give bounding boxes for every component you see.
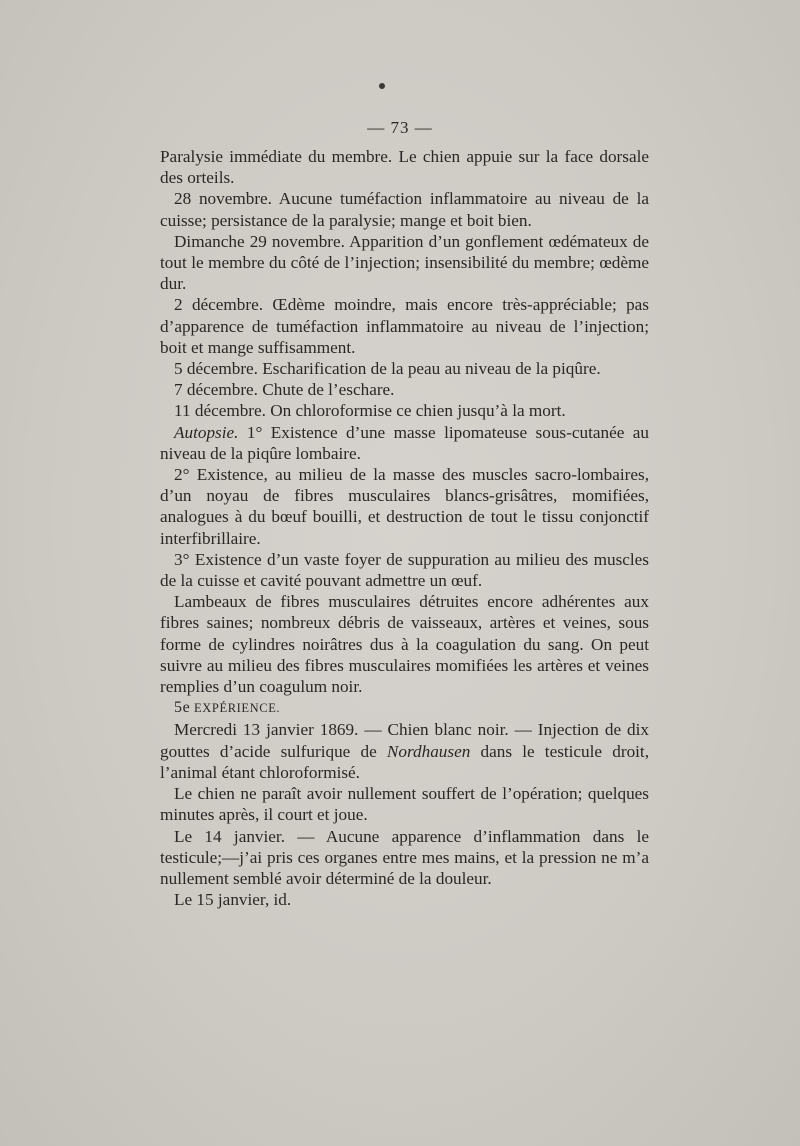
paragraph: Le 15 janvier, id. [174, 890, 292, 910]
injection-emphasis: Nordhausen [386, 741, 471, 761]
paragraph: Lambeaux de fibres musculaires détruites encore adhérentes aux fibres saines; nombreux débris de vaisseaux, artères et veines, sous forme de cylindres noirâtres dus à la coagulation du sang. On peut suivre au milieu des fibres musculaires momifiées les artères et veines remplies d’un coagulum noir. [160, 592, 649, 697]
paragraph: 2 décembre. Œdème moindre, mais encore très-appréciable; pas d’apparence de tuméfaction inflammatoire au niveau de l’injection; boit et mange suffisamment. [160, 295, 649, 357]
page-number: — 73 — [367, 118, 433, 137]
paragraph: 7 décembre. Chute de l’eschare. [174, 380, 395, 400]
paragraph: Paralysie immédiate du membre. Le chien appuie sur la face dorsale des orteils. [160, 147, 649, 188]
section-number: 5e [174, 699, 191, 717]
paragraph: 28 novembre. Aucune tuméfaction inflammatoire au niveau de la cuisse; persistance de la paralysie; mange et boit bien. [160, 189, 649, 230]
injection-text-start: Mercredi 13 janvier 1869. — Chien blanc noir. — Injection de dix gouttes d’acide sulfurique de [160, 720, 649, 761]
section-title: EXPÉRIENCE. [194, 701, 281, 716]
autopsy-paragraph [160, 422, 649, 464]
paragraph: 11 décembre. On chloroformise ce chien jusqu’à la mort. [174, 401, 566, 421]
paragraph: 5 décembre. Escharification de la peau au niveau de la piqûre. [174, 359, 601, 379]
paragraph: Dimanche 29 novembre. Apparition d’un gonflement œdémateux de tout le membre du côté de l’injection; insensibilité du membre; œdème dur. [160, 231, 649, 294]
injection-paragraph [160, 719, 649, 783]
ink-dot [379, 83, 385, 89]
paragraph: Le chien ne paraît avoir nullement souffert de l’opération; quelques minutes après, il court et joue. [160, 784, 649, 825]
autopsy-text: 1° Existence d’une masse lipomateuse sous-cutanée au niveau de la piqûre lombaire. [160, 422, 649, 463]
paragraph: 3° Existence d’un vaste foyer de suppuration au milieu des muscles de la cuisse et cavité pouvant admettre un œuf. [160, 549, 649, 591]
autopsy-label: Autopsie. [174, 422, 239, 442]
paragraph: 2° Existence, au milieu de la masse des muscles sacro-lombaires, d’un noyau de fibres musculaires blancs-grisâtres, momifiées, analogues à du bœuf bouilli, et destruction de tout le tissu conjonctif interfibrillaire. [160, 465, 649, 548]
paragraph: Le 14 janvier. — Aucune apparence d’inflammation dans le testicule;—j’ai pris ces organes entre mes mains, et la pression ne m’a nullement semblé avoir déterminé de la douleur. [160, 826, 649, 888]
injection-text-end: dans le testicule droit, l’animal étant chloroformisé. [160, 741, 650, 782]
body-text [160, 146, 649, 910]
section-heading [160, 697, 649, 719]
